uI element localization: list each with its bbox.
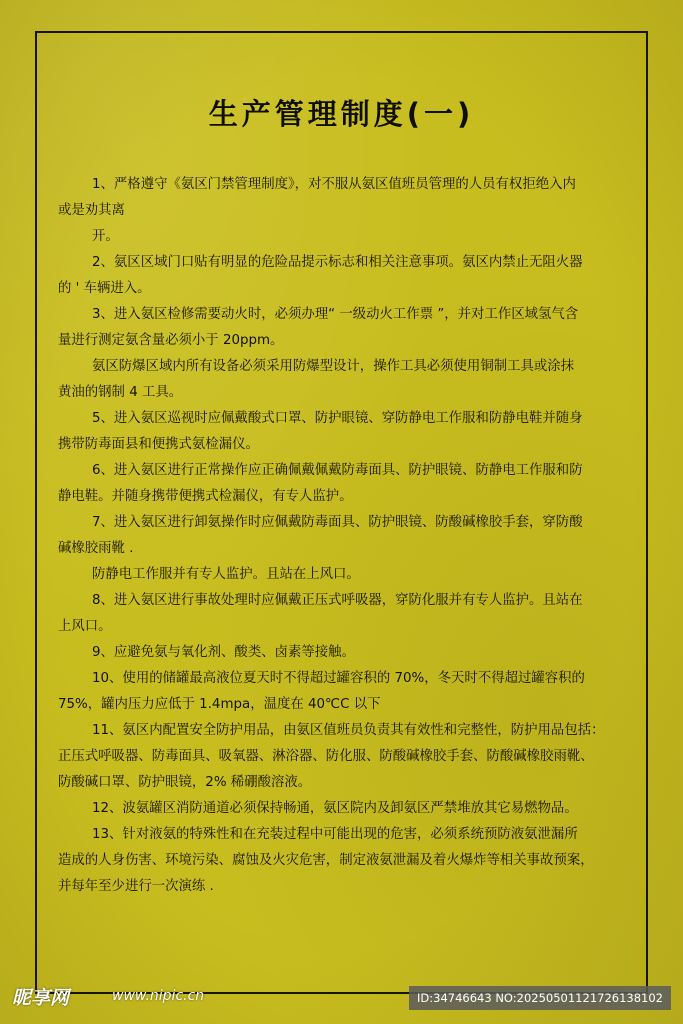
regulation-line: 8、进入氨区进行事故处理时应佩戴正压式呼吸器，穿防化服并有专人监护。且站在 [92,593,583,608]
regulation-line: 并每年至少进行一次演练 . [58,879,214,894]
regulation-line: 7、进入氨区进行卸氨操作时应佩戴防毒面具、防护眼镜、防酸碱橡胶手套，穿防酸 [92,515,583,530]
regulation-line: 或是劝其离 [58,203,125,218]
regulation-line: 上风口。 [58,619,112,634]
regulation-line: 5、进入氨区巡视时应佩戴酸式口罩、防护眼镜、穿防静电工作服和防静电鞋并随身 [92,411,583,426]
regulation-line: 碱橡胶雨靴 . [58,541,134,556]
regulation-line: 黄油的钢制 4 工具。 [58,385,183,400]
site-url: www.nipic.cn [112,988,205,1004]
regulation-line: 静电鞋。并随身携带便携式检漏仪，有专人监护。 [58,489,353,504]
image-id-badge: ID:34746643 NO:20250501121726138102 [409,986,671,1010]
regulation-line: 75%，罐内压力应低于 1.4mpa，温度在 40℃C 以下 [58,697,381,712]
regulation-line: 的 ' 车辆进入。 [58,281,151,296]
watermark-bar [0,983,683,1024]
regulation-line: 氨区防爆区域内所有设备必须采用防爆型设计，操作工具必须使用铜制工具或涂抹 [92,359,575,374]
site-logo: 昵享网 [12,987,70,1009]
page-title: 生产管理制度(一) [208,97,475,131]
regulation-line: 正压式呼吸器、防毒面具、吸氧器、淋浴器、防化服、防酸碱橡胶手套、防酸碱橡胶雨靴、 [58,749,594,764]
regulation-line: 1、严格遵守《氨区门禁管理制度》，对不服从氨区值班员管理的人员有权拒绝入内 [92,177,576,192]
regulation-line: 量进行测定氨含量必须小于 20ppm。 [58,333,284,348]
regulation-line: 9、应避免氨与氧化剂、酸类、卤素等接触。 [92,645,355,660]
regulation-line: 防酸碱口罩、防护眼镜，2% 稀硼酸溶液。 [58,775,312,790]
regulation-line: 10、使用的储罐最高液位夏天时不得超过罐容积的 70%，冬天时不得超过罐容积的 [92,671,585,686]
regulation-line: 11、氨区内配置安全防护用品，由氨区值班员负责其有效性和完整性，防护用品包括： [92,723,605,738]
regulation-line: 6、进入氨区进行正常操作应正确佩戴佩戴防毒面具、防护眼镜、防静电工作服和防 [92,463,583,478]
regulation-line: 2、氨区区域门口贴有明显的危险品提示标志和相关注意事项。氨区内禁止无阻火器 [92,255,583,270]
regulation-line: 携带防毒面县和便携式氨检漏仪。 [58,437,259,452]
regulation-line: 3、进入氨区检修需要动火时，必须办理“ 一级动火工作票 ”，并对工作区域氢气含 [92,307,579,322]
regulation-line: 造成的人身伤害、环境污染、腐蚀及火灾危害，制定液氨泄漏及着火爆炸等相关事故预案， [58,853,594,868]
regulation-line: 12、波氨罐区消防通道必须保持畅通，氨区院内及卸氨区严禁堆放其它易燃物品。 [92,801,578,816]
regulations-body [58,172,630,900]
regulation-line: 开。 [92,229,119,244]
regulation-line: 13、针对液氨的特殊性和在充装过程中可能出现的危害，必须系统预防液氨泄漏所 [92,827,578,842]
regulation-line: 防静电工作服并有专人监护。且站在上风口。 [92,567,360,582]
